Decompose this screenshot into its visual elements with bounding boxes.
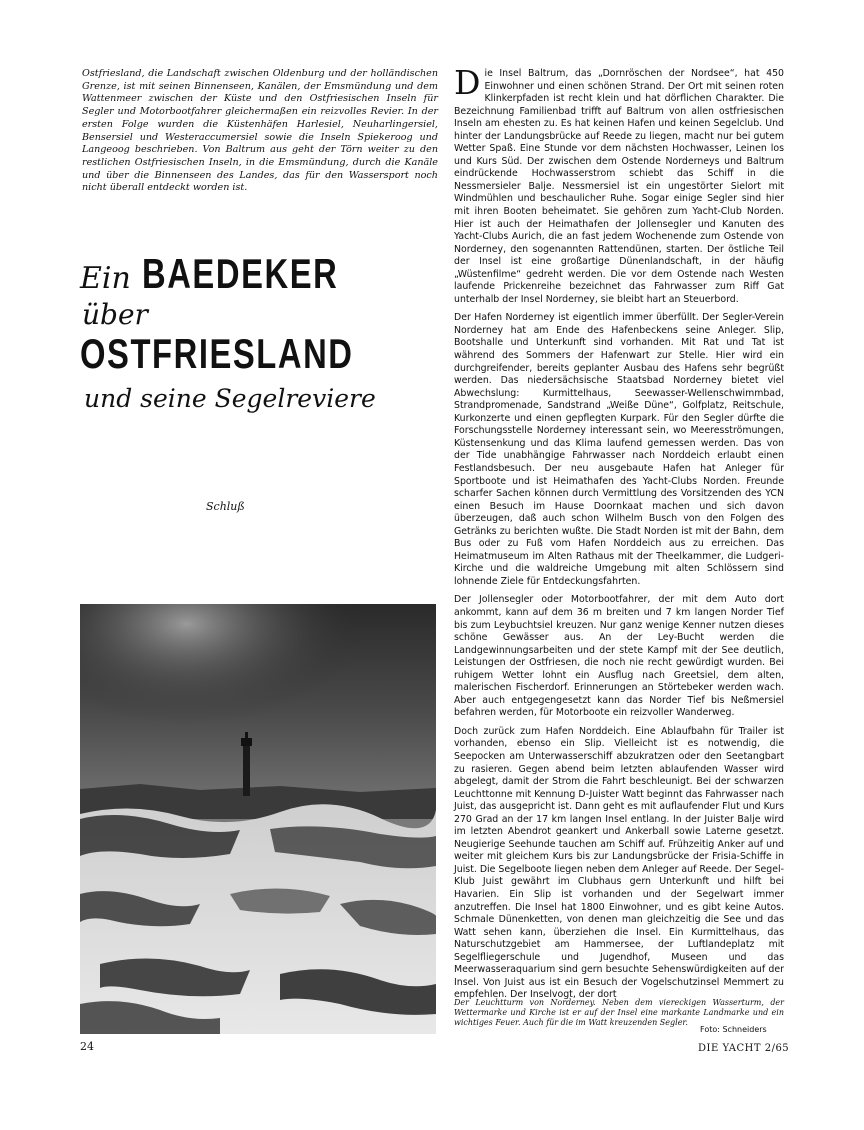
title-ostfriesland: OSTFRIESLAND bbox=[80, 330, 354, 377]
drop-cap: D bbox=[454, 63, 481, 102]
photo-credit: Foto: Schneiders bbox=[700, 1025, 767, 1034]
photo-caption: Der Leuchtturm von Norderney. Neben dem viereckigen Wasserturm, der Wettermarke und Kirche ist er auf der Insel eine markante Landmarke und ein wichtiges Feuer. Auch für die im Watt kreuzenden Segler. bbox=[454, 998, 784, 1027]
article-body bbox=[454, 63, 784, 1008]
paragraph-1 bbox=[454, 63, 784, 306]
page-number: 24 bbox=[80, 1040, 94, 1053]
title-subtitle: und seine Segelreviere bbox=[84, 384, 376, 413]
magazine-footer: DIE YACHT 2/65 bbox=[698, 1043, 790, 1054]
paragraph-2: Der Hafen Norderney ist eigentlich immer überfüllt. Der Segler-Verein Norderney hat am Ende des Hafenbeckens seine Anleger. Slip, Bootshalle und Unterkunft sind vorhanden. Mit Rat und Tat ist während des Sommers der Hafenwart zur Stelle. Hier wird ein durchgreifender, bereits geplanter Ausbau des Hafens sehr begrüßt werden. Das niedersächsische Staatsbad Norderney bietet viel Abwechslung: Kurmittelhaus, Seewasser-Wellenschwimmbad, Strandpromenade, Sandstrand „Weiße Düne“, Golfplatz, Reitschule, Kurkonzerte und einen gepflegten Kurpark. Für den Segler dürfte die Forschungsstelle Norderney interessant sein, wo Meeresströmungen, Küstensenkung und das Klima laufend gemessen werden. Das von der Tide unabhängige Fahrwasser nach Norddeich erlaubt einen Festlandsbesuch. Der neu ausgebaute Hafen hat Anleger für Sportboote und ist Heimathafen des Yacht-Clubs Norden. Freunde scharfer Sachen können durch Vermittlung des Vorsitzenden des YCN einen Besuch im Hause Doornkaat machen und sich davon überzeugen, daß auch schon Wilhelm Busch von den Folgen des Getränks zu berichten wußte. Die Stadt Norden ist mit der Bahn, dem Bus oder zu Fuß vom Hafen Norddeich aus zu erreichen. Das Heimatmuseum im Alten Rathaus mit der Theelkammer, die Ludgeri-Kirche und die waldreiche Umgebung mit alten Schlössern sind lohnende Ziele für Entdeckungsfahrten. bbox=[454, 312, 784, 587]
schluss-label: Schluß bbox=[206, 500, 245, 513]
lead-paragraph: Ostfriesland, die Landschaft zwischen Oldenburg und der holländischen Grenze, ist mit seinen Binnenseen, Kanälen, der Emsmündung und dem Wattenmeer zwischen der Küste und den Ostfriesischen Inseln für Segler und Motorbootfahrer gleichermaßen ein reizvolles Revier. In der ersten Folge wurden die Küstenhäfen Harlesiel, Neuharlingersiel, Bensersiel und Westeraccumersiel sowie die Inseln Spiekeroog und Langeoog beschrieben. Von Baltrum aus geht der Törn weiter zu den restlichen Ostfriesischen Inseln, in die Emsmündung, durch die Kanäle und über die Binnenseen des Landes, das für den Wassersport noch nicht überall entdeckt worden ist. bbox=[82, 68, 438, 194]
title-baedeker: BAEDEKER bbox=[141, 250, 339, 297]
title-ueber: über bbox=[82, 298, 148, 331]
paragraph-4: Doch zurück zum Hafen Norddeich. Eine Ablaufbahn für Trailer ist vorhanden, ebenso ein Slip. Vielleicht ist es notwendig, die Seepocken am Unterwasserschiff abzukratzen oder den Seetangbart zu rasieren. Gegen abend beim letzten ablaufenden Wasser wird abgelegt, damit der Strom die Fahrt beschleunigt. Bei der schwarzen Leuchttonne mit Kennung D-Juister Watt beginnt das Fahrwasser nach Juist, das ausgepricht ist. Dann geht es mit auflaufender Flut und Kurs 270 Grad an der 17 km langen Insel entlang. In der Juister Balje wird im letzten Abendrot geankert und Ankerball sowie Laterne gesetzt. Neugierige Seehunde tauchen am Schiff auf. Frühzeitig Anker auf und weiter mit gleichem Kurs bis zur Landungsbrücke der Frisia-Schiffe in Juist. Die Segelboote liegen neben dem Anleger auf Reede. Der Segel-Klub Juist gewährt im Clubhaus gern Unterkunft und hilft bei Havarien. Ein Slip ist vorhanden und der Segelwart immer anzutreffen. Die Insel hat 1800 Einwohner, und es gibt keine Autos. Schmale Dünenketten, von denen man gleichzeitig die See und das Watt sehen kann, überziehen die Insel. Ein Kurmittelhaus, das Naturschutzgebiet am Hammersee, der Luftlandeplatz mit Segelfliegerschule und Jugendhof, Museen und das Meerwasseraquarium sind gern besuchte Sehenswürdigkeiten auf der Insel. Von Juist aus ist ein Besuch der Vogelschutzinsel Memmert zu empfehlen. Der Inselvogt, der dort bbox=[454, 725, 784, 1001]
paragraph-3: Der Jollensegler oder Motorbootfahrer, der mit dem Auto dort ankommt, kann auf dem 36 m breiten und 7 km langen Norder Tief bis zum Leybuchtsiel kreuzen. Nur ganz wenige Kenner nutzen dieses schöne Gewässer aus. An der Ley-Bucht werden die Landgewinnungsarbeiten und der stete Kampf mit der See deutlich, Leistungen der Ostfriesen, die noch nie recht gewürdigt wurden. Bei ruhigem Wetter lohnt ein Ausflug nach Greetsiel, dem alten, malerischen Fischerdorf. Erinnerungen an Störtebeker werden wach. Aber auch entgegengesetzt kann das Norder Tief bis Neßmersiel befahren werden, für Motorboote ein reizvoller Wanderweg. bbox=[454, 594, 784, 719]
lighthouse-photo bbox=[80, 604, 436, 1034]
paragraph-1-text: ie Insel Baltrum, das „Dornröschen der Nordsee“, hat 450 Einwohner und einen schönen Strand. Der Ort mit seinen roten Klinkerpfaden ist recht klein und hat dörflichen Charakter. Die Bezeichnung Familienbad trifft auf Baltrum von allen ostfriesischen Inseln am ehesten zu. Es hat keinen Hafen und keinen Segelclub. Und hinter der Landungsbrücke auf Reede zu liegen, macht nur bei gutem Wetter Spaß. Eine Stunde vor dem nächsten Hochwasser, Leinen los und Kurs Süd. Der zwischen dem Ostende Norderneys und Baltrum eindrückende Hochwasserstrom schiebt das Schiff in die Nessmersieler Balje. Nessmersiel ist ein ungestörter Sielort mit Windmühlen und beschaulicher Ruhe. Sogar einige Segler sind hier mit ihren Booten beheimatet. Sie gehören zum Yacht-Club Norden. Hier ist auch der Heimathafen der Jollensegler und Kanuten des Yacht-Clubs Aurich, die an fast jedem Wochenende zum Ostende von Norderney, den sogenannten Rattendünen, starten. Der östliche Teil der Insel ist eine großartige Dünenlandschaft, in der häufig „Wüstenfilme“ gedreht werden. Die vor dem Ostende nach Westen laufende Prickenreihe bezeichnet das Fahrwasser zum Riff Gat unterhalb der Insel Norderney, sie bleibt hart an Steuerbord. bbox=[454, 68, 784, 305]
title-ein: Ein bbox=[80, 261, 131, 296]
